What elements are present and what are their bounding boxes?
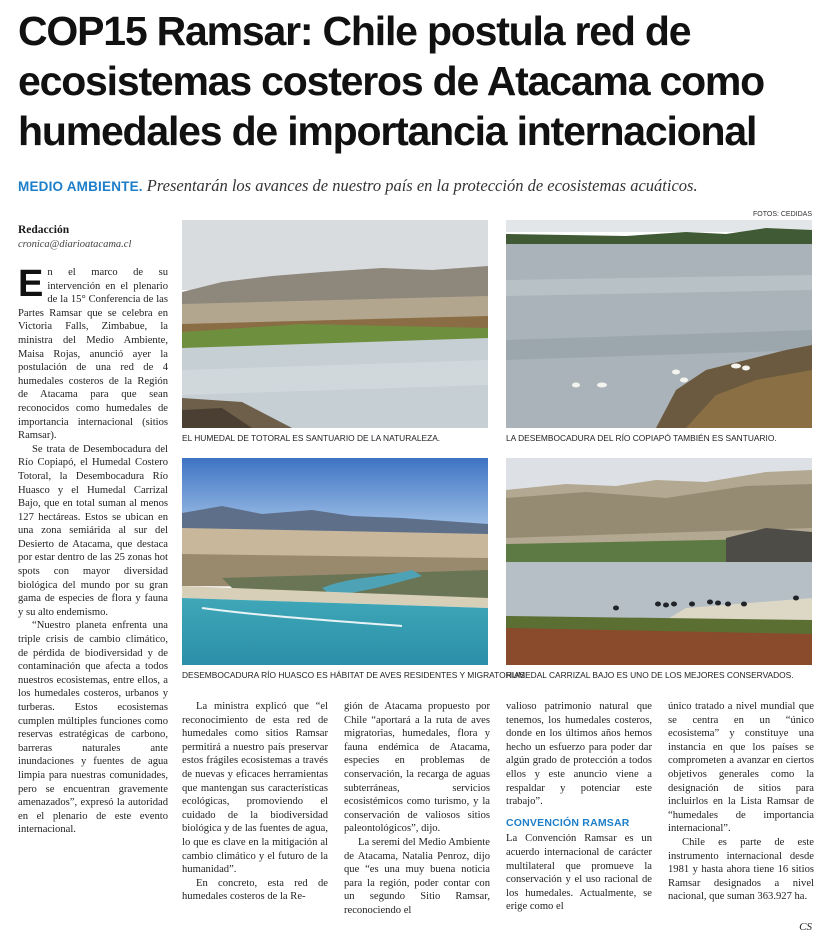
caption-copiapo: LA DESEMBOCADURA DEL RÍO COPIAPÓ TAMBIÉN ES SANTUARIO. bbox=[506, 433, 777, 443]
paragraph: gión de Atacama propuesto por Chile “aportará a la ruta de aves migratorias, humedales, flora y fauna endémica de Atacama, especies en problemas de conservación, la recarga de aguas subterráneas, servicios ecosistémicos como turismo, y la conservación de valiosos sitios paleontológicos”, dijo. bbox=[344, 701, 490, 835]
body-column-2 bbox=[182, 700, 328, 904]
caption-huasco: DESEMBOCADURA RÍO HUASCO ES HÁBITAT DE AVES RESIDENTES Y MIGRATORIAS. bbox=[182, 670, 528, 680]
paragraph: La ministra explicó que “el reconocimiento de esta red de humedales como sitios Ramsar permitirá a nuestro país preservar estos frágiles ecosistemas a través de nuevas y eficaces herramientas que mantengan sus características ecológicas, promoviendo el cuidado de la biodiversidad biológica y de las fuentes de agua, lo que es clave en la mitigación al cambio climático y el futuro de la humanidad”. bbox=[182, 701, 328, 876]
end-mark: CS bbox=[799, 921, 812, 933]
photo-huasco bbox=[182, 458, 488, 665]
caption-totoral: EL HUMEDAL DE TOTORAL ES SANTUARIO DE LA NATURALEZA. bbox=[182, 433, 441, 443]
photo-credit: FOTOS: CEDIDAS bbox=[753, 211, 812, 218]
paragraph: En el marco de su intervención en el plenario de la 15° Conferencia de las Partes Ramsar que se celebra en Victoria Falls, Zimbabue, la ministra del Medio Ambiente, Maisa Rojas, anunció ayer la postulación de una red de 4 humedales costeros de la Región de Atacama para que sean reconocidos como humedales de importancia internacional (sitios Ramsar). bbox=[18, 263, 168, 442]
photo-carrizal bbox=[506, 458, 812, 665]
paragraph: En concreto, esta red de humedales costeros de la Re- bbox=[182, 877, 328, 903]
deck: Presentarán los avances de nuestro país en la protección de ecosistemas acuáticos. bbox=[146, 176, 698, 195]
byline: Redacción bbox=[18, 224, 70, 236]
caption-carrizal: HUMEDAL CARRIZAL BAJO ES UNO DE LOS MEJORES CONSERVADOS. bbox=[506, 670, 794, 680]
body-column-3 bbox=[344, 700, 490, 918]
paragraph: Chile es parte de este instrumento internacional desde 1981 y hasta ahora tiene 16 sitios Ramsar designados a nivel nacional, que suman 363.927 ha. bbox=[668, 836, 814, 903]
drop-cap: E bbox=[18, 263, 44, 305]
headline: COP15 Ramsar: Chile postula red de ecosistemas costeros de Atacama como humedales de importancia internacional bbox=[18, 8, 765, 154]
photo-totoral bbox=[182, 220, 488, 428]
photo-copiapo bbox=[506, 220, 812, 428]
body-column-5 bbox=[668, 700, 814, 904]
paragraph: valioso patrimonio natural que tenemos, los humedales costeros, donde en los últimos años hemos hecho un esfuerzo para poder dar algún grado de protección a todos ellos y este anuncio viene a respaldar y potenciar este trabajo”. bbox=[506, 701, 652, 808]
body-column-1 bbox=[18, 263, 168, 837]
author-email[interactable]: cronica@diarioatacama.cl bbox=[18, 239, 132, 250]
paragraph: único tratado a nivel mundial que se centra en un “único ecosistema” y constituye una instancia en que los países se comprometen a avanzar en ciertos objetivos generales como la designación de sitios para incluirlos en la Lista Ramsar de “humedales de importancia internacional”. bbox=[668, 701, 814, 835]
paragraph: Se trata de Desembocadura del Río Copiapó, el Humedal Costero Totoral, la Desembocadura Río Huasco y el Humedal Carrizal Bajo, que en total suman al menos 127 hectáreas. Estos se ubican en una zona semiárida al sur del Desierto de Atacama, que destaca por estar dentro de las 25 zonas hot spots con mayor diversidad biológica del mundo por su gran gama de especies de flora y fauna y su alto endemismo. bbox=[18, 443, 168, 618]
section-kicker: MEDIO AMBIENTE. bbox=[18, 179, 143, 194]
paragraph: La seremi del Medio Ambiente de Atacama, Natalia Penroz, dijo que “es una muy buena noticia para la región, poder contar con un segundo Sitio Ramsar, reconociendo el bbox=[344, 836, 490, 916]
subhead bbox=[18, 176, 818, 197]
body-column-4 bbox=[506, 700, 652, 914]
paragraph: La Convención Ramsar es un acuerdo internacional de carácter multilateral que promueve la conservación y el uso racional de los humedales. Actualmente, se erige como el bbox=[506, 833, 652, 913]
paragraph: “Nuestro planeta enfrenta una triple crisis de cambio climático, de pérdida de biodiversidad y de contaminación que afecta a todos nuestros ecosistemas, entre ellos, a los humedales costeros, urbanos y turberas. Estos ecosistemas cumplen múltiples funciones como reservas estratégicas de carbono, barreras naturales ante inundaciones y fuentes de agua limpia para nuestras comunidades, pero se encuentran gravemente amenazados”, expresó la autoridad en el plenario de este evento internacional. bbox=[18, 620, 168, 836]
section-heading: CONVENCIÓN RAMSAR bbox=[506, 816, 630, 829]
